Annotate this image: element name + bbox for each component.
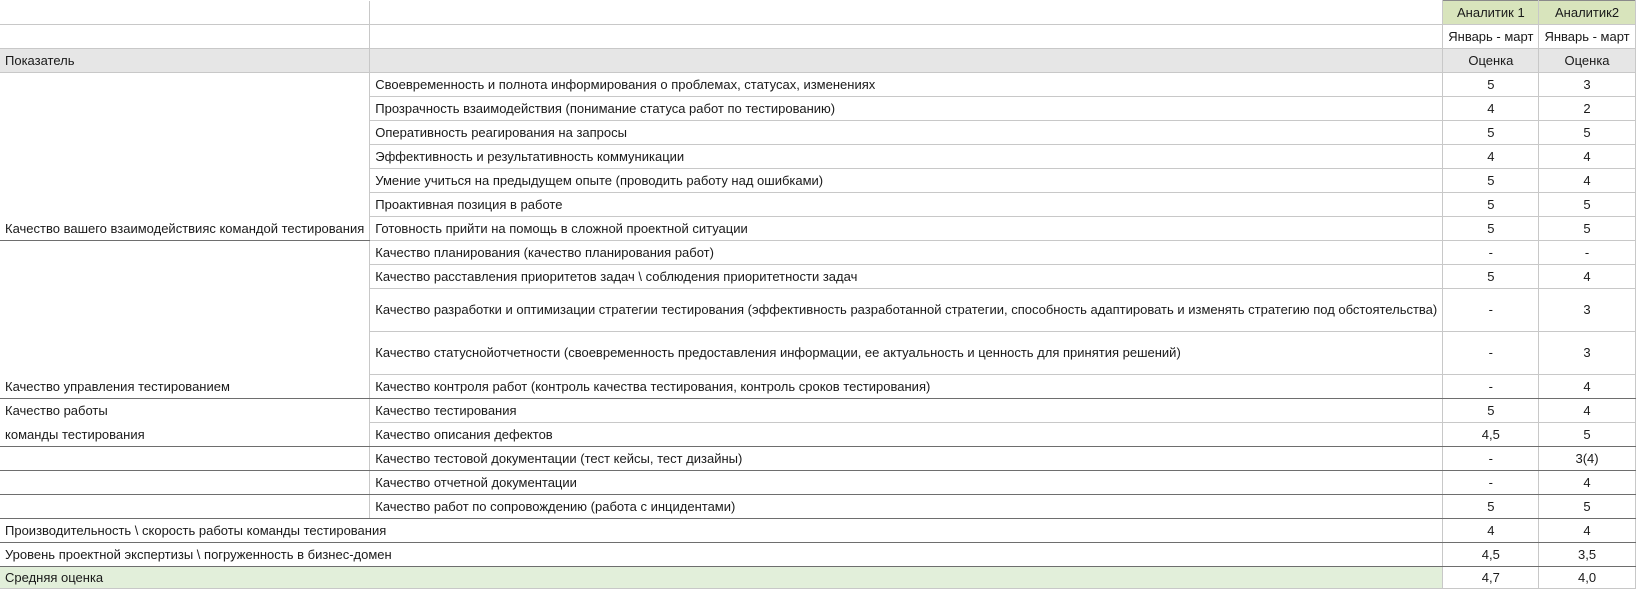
group-cell[interactable] — [0, 495, 370, 519]
table-row — [0, 375, 1635, 399]
analyst-1-period[interactable]: Январь - март — [1443, 25, 1539, 49]
analyst-1-score[interactable]: - — [1443, 471, 1539, 495]
analyst-2-score[interactable]: 3 — [1539, 73, 1635, 97]
analyst-1-score[interactable]: 5 — [1443, 217, 1539, 241]
table-row — [0, 97, 1635, 121]
analyst-1-score[interactable]: 4,5 — [1443, 423, 1539, 447]
group-cell[interactable] — [0, 73, 370, 97]
row-label[interactable]: Качество описания дефектов — [370, 423, 1443, 447]
average-label[interactable]: Средняя оценка — [0, 567, 1443, 589]
table-row — [0, 332, 1635, 375]
empty-cell[interactable] — [370, 49, 1443, 73]
group-cell[interactable] — [0, 121, 370, 145]
analyst-1-score[interactable]: 5 — [1443, 495, 1539, 519]
table-row — [0, 399, 1635, 423]
analyst-2-score[interactable]: 4 — [1539, 399, 1635, 423]
group-cell[interactable] — [0, 97, 370, 121]
group-cell[interactable] — [0, 169, 370, 193]
table-row — [0, 193, 1635, 217]
table-row — [0, 423, 1635, 447]
analyst-2-score[interactable]: 4 — [1539, 265, 1635, 289]
average-row — [0, 567, 1635, 589]
analyst-2-score[interactable]: 4 — [1539, 519, 1635, 543]
analyst-1-score[interactable]: 4 — [1443, 145, 1539, 169]
empty-cell[interactable] — [370, 25, 1443, 49]
analyst-1-score[interactable]: 5 — [1443, 73, 1539, 97]
group-cell[interactable] — [0, 332, 370, 375]
empty-cell[interactable] — [0, 25, 370, 49]
group-label[interactable]: команды тестирования — [0, 423, 370, 447]
analyst-2-score[interactable]: 2 — [1539, 97, 1635, 121]
period-row — [0, 25, 1635, 49]
row-label[interactable]: Качество отчетной документации — [370, 471, 1443, 495]
row-label[interactable]: Прозрачность взаимодействия (понимание статуса работ по тестированию) — [370, 97, 1443, 121]
analyst-2-period[interactable]: Январь - март — [1539, 25, 1635, 49]
analyst-2-score[interactable]: 5 — [1539, 495, 1635, 519]
group-cell[interactable] — [0, 289, 370, 332]
row-label[interactable]: Качество планирования (качество планирования работ) — [370, 241, 1443, 265]
analyst-2-score[interactable]: 3,5 — [1539, 543, 1635, 567]
indicator-header[interactable]: Показатель — [0, 49, 370, 73]
row-label[interactable]: Умение учиться на предыдущем опыте (проводить работу над ошибками) — [370, 169, 1443, 193]
row-label[interactable]: Своевременность и полнота информирования о проблемах, статусах, изменениях — [370, 73, 1443, 97]
analyst-name-row — [0, 1, 1635, 25]
analyst-1-average[interactable]: 4,7 — [1443, 567, 1539, 589]
analyst-2-score[interactable]: 5 — [1539, 217, 1635, 241]
analyst-2-score[interactable]: 5 — [1539, 121, 1635, 145]
analyst-2-average[interactable]: 4,0 — [1539, 567, 1635, 589]
analyst-1-score-header[interactable]: Оценка — [1443, 49, 1539, 73]
table-row — [0, 289, 1635, 332]
group-label[interactable]: Качество управления тестированием — [0, 375, 370, 399]
table-row — [0, 145, 1635, 169]
analyst-2-score[interactable]: 4 — [1539, 471, 1635, 495]
summary-row — [0, 519, 1635, 543]
group-label[interactable]: Качество вашего взаимодействияс командой тестирования — [0, 217, 370, 241]
group-cell[interactable] — [0, 265, 370, 289]
analyst-1-score[interactable]: - — [1443, 332, 1539, 375]
analyst-2-score[interactable]: 5 — [1539, 423, 1635, 447]
row-label[interactable]: Эффективность и результативность коммуникации — [370, 145, 1443, 169]
analyst-1-score[interactable]: 4 — [1443, 519, 1539, 543]
row-label[interactable]: Качество тестирования — [370, 399, 1443, 423]
table-row — [0, 495, 1635, 519]
analyst-1-score[interactable]: - — [1443, 375, 1539, 399]
analyst-1-score[interactable]: 4,5 — [1443, 543, 1539, 567]
analyst-1-score[interactable]: 5 — [1443, 399, 1539, 423]
group-cell[interactable] — [0, 447, 370, 471]
analyst-1-score[interactable]: 5 — [1443, 265, 1539, 289]
table-row — [0, 241, 1635, 265]
row-label[interactable]: Качество расставления приоритетов задач \ соблюдения приоритетности задач — [370, 265, 1443, 289]
table-row — [0, 447, 1635, 471]
analyst-1-score[interactable]: - — [1443, 289, 1539, 332]
table-row — [0, 217, 1635, 241]
analyst-2-score[interactable]: 3(4) — [1539, 447, 1635, 471]
empty-cell[interactable] — [0, 1, 370, 25]
analyst-2-score[interactable]: 4 — [1539, 145, 1635, 169]
analyst-2-score[interactable]: 5 — [1539, 193, 1635, 217]
analyst-2-score[interactable]: 4 — [1539, 375, 1635, 399]
row-label[interactable]: Готовность прийти на помощь в сложной проектной ситуации — [370, 217, 1443, 241]
analyst-1-score[interactable]: - — [1443, 447, 1539, 471]
summary-label[interactable]: Производительность \ скорость работы команды тестирования — [0, 519, 1443, 543]
row-label[interactable]: Качество работ по сопровождению (работа с инцидентами) — [370, 495, 1443, 519]
row-label[interactable]: Качество статуснойотчетности (своевременность предоставления информации, ее актуальность и ценность для принятия решений) — [370, 332, 1443, 375]
analyst-1-name[interactable]: Аналитик 1 — [1443, 1, 1539, 25]
analyst-1-score[interactable]: 4 — [1443, 97, 1539, 121]
analyst-2-name[interactable]: Аналитик2 — [1539, 1, 1635, 25]
table-row — [0, 265, 1635, 289]
row-label[interactable]: Оперативность реагирования на запросы — [370, 121, 1443, 145]
group-label[interactable]: Качество работы — [0, 399, 370, 423]
row-label[interactable]: Проактивная позиция в работе — [370, 193, 1443, 217]
analyst-1-score[interactable]: 5 — [1443, 193, 1539, 217]
analyst-2-score[interactable]: 4 — [1539, 169, 1635, 193]
analyst-2-score[interactable]: 3 — [1539, 332, 1635, 375]
analyst-2-score-header[interactable]: Оценка — [1539, 49, 1635, 73]
header-row — [0, 49, 1635, 73]
group-cell[interactable] — [0, 193, 370, 217]
analyst-1-score[interactable]: 5 — [1443, 121, 1539, 145]
group-cell[interactable] — [0, 241, 370, 265]
analyst-1-score[interactable]: - — [1443, 241, 1539, 265]
row-label[interactable]: Качество разработки и оптимизации стратегии тестирования (эффективность разработанной стратегии, способность адаптировать и изменять стратегию под обстоятельства) — [370, 289, 1443, 332]
summary-row — [0, 543, 1635, 567]
empty-cell[interactable] — [370, 1, 1443, 25]
analyst-2-score[interactable]: - — [1539, 241, 1635, 265]
group-cell[interactable] — [0, 145, 370, 169]
row-label[interactable]: Качество контроля работ (контроль качества тестирования, контроль сроков тестирования) — [370, 375, 1443, 399]
table-row — [0, 169, 1635, 193]
table-row — [0, 73, 1635, 97]
row-label[interactable]: Качество тестовой документации (тест кейсы, тест дизайны) — [370, 447, 1443, 471]
group-cell[interactable] — [0, 471, 370, 495]
table-row — [0, 121, 1635, 145]
table-row — [0, 471, 1635, 495]
analyst-1-score[interactable]: 5 — [1443, 169, 1539, 193]
analyst-2-score[interactable]: 3 — [1539, 289, 1635, 332]
summary-label[interactable]: Уровень проектной экспертизы \ погруженность в бизнес-домен — [0, 543, 1443, 567]
